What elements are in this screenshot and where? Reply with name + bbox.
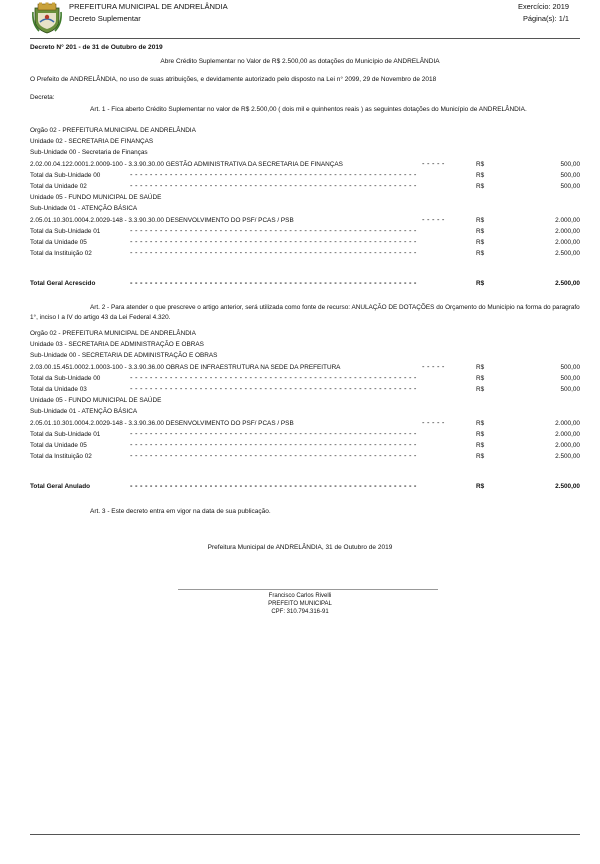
leader-dots: - - - - - <box>422 361 445 371</box>
row-label: Total da Sub-Unidade 01 <box>30 430 101 438</box>
row-label: Total da Instituição 02 <box>30 250 92 258</box>
row-label: Unidade 03 - SECRETARIA DE ADMINISTRAÇÃO E OBRAS <box>30 341 204 349</box>
currency-label: R$ <box>476 160 485 168</box>
decree-decreta: Decreta: <box>30 94 55 101</box>
row-value: 500,00 <box>560 386 580 393</box>
currency-label: R$ <box>476 216 485 224</box>
signatory-role: PREFEITO MUNICIPAL <box>268 601 332 607</box>
leader-dots: - - - - - - - - - - - - - - - - - - - - - - - - - - - - - - - - - - - - - - - - - - - - - - - - - - - - - - - - - - <box>130 481 417 490</box>
leader-dots: - - - - - - - - - - - - - - - - - - - - - - - - - - - - - - - - - - - - - - - - - - - - - - - - - - - - - - - - - - <box>130 451 417 461</box>
row-label: Total da Sub-Unidade 00 <box>30 171 101 179</box>
currency-label: R$ <box>476 171 485 179</box>
ledger-heading-row <box>30 352 580 362</box>
leader-dots: - - - - - <box>422 214 445 224</box>
currency-label: R$ <box>476 280 485 287</box>
leader-dots: - - - - - - - - - - - - - - - - - - - - - - - - - - - - - - - - - - - - - - - - - - - - - - - - - - - - - - - - - - <box>130 169 417 179</box>
currency-label: R$ <box>476 239 485 246</box>
total-added-label: Total Geral Acrescido <box>30 280 96 287</box>
row-value: 500,00 <box>560 363 580 371</box>
currency-label: R$ <box>476 442 485 449</box>
signature-line <box>178 589 438 590</box>
signatory-name: Francisco Carlos Rivelli <box>268 593 332 599</box>
ledger-heading-row <box>30 341 580 351</box>
row-label: Orgão 02 - PREFEITURA MUNICIPAL DE ANDRELÂNDIA <box>30 127 196 134</box>
row-value: 500,00 <box>560 171 580 179</box>
currency-label: R$ <box>476 183 485 190</box>
ledger-heading-row <box>30 408 580 418</box>
row-value: 2.000,00 <box>555 216 580 224</box>
ledger-heading-row <box>30 149 580 159</box>
row-label: Total da Unidade 05 <box>30 239 87 246</box>
leader-dots: - - - - - <box>422 158 445 168</box>
row-label: Total da Sub-Unidade 00 <box>30 374 101 382</box>
currency-label: R$ <box>476 374 485 382</box>
currency-label: R$ <box>476 250 485 258</box>
row-label: Total da Instituição 02 <box>30 453 92 461</box>
subtotal-row <box>30 453 580 463</box>
ledger-heading-row <box>30 194 580 204</box>
total-annulled-row <box>30 483 580 493</box>
row-label: 2.03.00.15.451.0002.1.0003-100 - 3.3.90.36.00 OBRAS DE INFRAESTRUTURA NA SEDE DA PREFEITURA <box>30 363 341 371</box>
leader-dots: - - - - - - - - - - - - - - - - - - - - - - - - - - - - - - - - - - - - - - - - - - - - - - - - - - - - - - - - - - <box>130 181 417 190</box>
header-divider <box>30 38 580 39</box>
subtotal-row <box>30 250 580 260</box>
row-label: Orgão 02 - PREFEITURA MUNICIPAL DE ANDRELÂNDIA <box>30 330 196 337</box>
currency-label: R$ <box>476 419 485 427</box>
row-label: Unidade 05 - FUNDO MUNICIPAL DE SAÚDE <box>30 194 162 202</box>
row-label: Unidade 02 - SECRETARIA DE FINANÇAS <box>30 138 154 146</box>
total-added-row <box>30 280 580 290</box>
leader-dots: - - - - - - - - - - - - - - - - - - - - - - - - - - - - - - - - - - - - - - - - - - - - - - - - - - - - - - - - - - <box>130 384 417 393</box>
leader-dots: - - - - - - - - - - - - - - - - - - - - - - - - - - - - - - - - - - - - - - - - - - - - - - - - - - - - - - - - - - <box>130 248 417 258</box>
footer-divider <box>30 834 580 835</box>
header-document-type: Decreto Suplementar <box>69 14 141 23</box>
ledger-heading-row <box>30 205 580 215</box>
row-label: 2.05.01.10.301.0004.2.0029-148 - 3.3.90.30.00 DESENVOLVIMENTO DO PSF/ PCAS / PSB <box>30 216 294 224</box>
leader-dots: - - - - - - - - - - - - - - - - - - - - - - - - - - - - - - - - - - - - - - - - - - - - - - - - - - - - - - - - - - <box>130 225 417 235</box>
currency-label: R$ <box>476 227 485 235</box>
row-label: Total da Unidade 02 <box>30 183 87 190</box>
header-page-count: Página(s): 1/1 <box>522 14 569 23</box>
total-annulled-value: 2.500,00 <box>555 483 580 490</box>
subtotal-row <box>30 386 580 396</box>
row-value: 2.500,00 <box>555 250 580 258</box>
row-label: 2.02.00.04.122.0001.2.0009-100 - 3.3.90.30.00 GESTÃO ADMINISTRATIVA DA SECRETARIA DE FINANÇAS <box>30 160 343 168</box>
row-label: Sub-Unidade 01 - ATENÇÃO BÁSICA <box>30 205 138 213</box>
total-added-value: 2.500,00 <box>555 280 580 287</box>
row-value: 500,00 <box>560 374 580 382</box>
row-label: Sub-Unidade 01 - ATENÇÃO BÁSICA <box>30 408 138 416</box>
row-label: Unidade 05 - FUNDO MUNICIPAL DE SAÚDE <box>30 397 162 405</box>
header-exercise-year: Exercício: 2019 <box>518 2 569 11</box>
article-1: Art. 1 - Fica aberto Crédito Suplementar no valor de R$ 2.500,00 ( dois mil e quinhentos reais ) as seguintes dotações do Município de ANDRELÂNDIA. <box>90 106 527 113</box>
decree-subtitle: Abre Crédito Suplementar no Valor de R$ 2.500,00 as dotações do Município de ANDRELÂNDIA <box>160 58 440 65</box>
row-value: 2.000,00 <box>555 227 580 235</box>
decree-intro: O Prefeito de ANDRELÂNDIA, no uso de suas atribuições, e devidamente autorizado pelo disposto na Lei n° 2099, 29 de Novembro de 2018 <box>30 76 437 83</box>
currency-label: R$ <box>476 453 485 461</box>
place-and-date: Prefeitura Municipal de ANDRELÂNDIA, 31 de Outubro de 2019 <box>207 544 393 551</box>
leader-dots: - - - - - - - - - - - - - - - - - - - - - - - - - - - - - - - - - - - - - - - - - - - - - - - - - - - - - - - - - - <box>130 372 417 382</box>
ledger-heading-row <box>30 397 580 407</box>
row-value: 2.000,00 <box>555 442 580 449</box>
currency-label: R$ <box>476 363 485 371</box>
decree-title: Decreto N° 201 - de 31 de Outubro de 2019 <box>30 44 163 51</box>
municipal-coat-of-arms-icon <box>32 2 62 34</box>
header-organization: PREFEITURA MUNICIPAL DE ANDRELÂNDIA <box>69 2 228 11</box>
row-value: 2.000,00 <box>555 239 580 246</box>
ledger-heading-row <box>30 127 580 137</box>
row-label: Total da Sub-Unidade 01 <box>30 227 101 235</box>
leader-dots: - - - - - - - - - - - - - - - - - - - - - - - - - - - - - - - - - - - - - - - - - - - - - - - - - - - - - - - - - - <box>130 440 417 449</box>
leader-dots: - - - - - - - - - - - - - - - - - - - - - - - - - - - - - - - - - - - - - - - - - - - - - - - - - - - - - - - - - - <box>130 237 417 246</box>
currency-label: R$ <box>476 483 485 490</box>
currency-label: R$ <box>476 430 485 438</box>
leader-dots: - - - - - <box>422 417 445 427</box>
currency-label: R$ <box>476 386 485 393</box>
row-label: Sub-Unidade 00 - SECRETARIA DE ADMINISTRAÇÃO E OBRAS <box>30 352 218 360</box>
article-2: Art. 2 - Para atender o que prescreve o artigo anterior, será utilizada como fonte de recurso: ANULAÇÃO DE DOTAÇÕES do Orçamento do Município na forma do paragrafo 1°, inciso I a IV do artigo 43 da Lei Federal 4.320. <box>30 304 580 321</box>
row-value: 2.000,00 <box>555 419 580 427</box>
leader-dots: - - - - - - - - - - - - - - - - - - - - - - - - - - - - - - - - - - - - - - - - - - - - - - - - - - - - - - - - - - <box>130 278 417 287</box>
article-3: Art. 3 - Este decreto entra em vigor na data de sua publicação. <box>90 508 271 515</box>
leader-dots: - - - - - - - - - - - - - - - - - - - - - - - - - - - - - - - - - - - - - - - - - - - - - - - - - - - - - - - - - - <box>130 428 417 438</box>
row-value: 500,00 <box>560 160 580 168</box>
row-value: 500,00 <box>560 183 580 190</box>
total-annulled-label: Total Geral Anulado <box>30 483 91 490</box>
row-value: 2.500,00 <box>555 453 580 461</box>
ledger-heading-row <box>30 330 580 340</box>
row-label: Total da Unidade 03 <box>30 386 87 393</box>
row-label: Total da Unidade 05 <box>30 442 87 449</box>
subtotal-row <box>30 183 580 193</box>
row-value: 2.000,00 <box>555 430 580 438</box>
row-label: Sub-Unidade 00 - Secretaria de Finanças <box>30 149 148 157</box>
ledger-heading-row <box>30 138 580 148</box>
signatory-cpf: CPF: 310.794.316-91 <box>271 609 329 615</box>
row-label: 2.05.01.10.301.0004.2.0029-148 - 3.3.90.36.00 DESENVOLVIMENTO DO PSF/ PCAS / PSB <box>30 419 294 427</box>
